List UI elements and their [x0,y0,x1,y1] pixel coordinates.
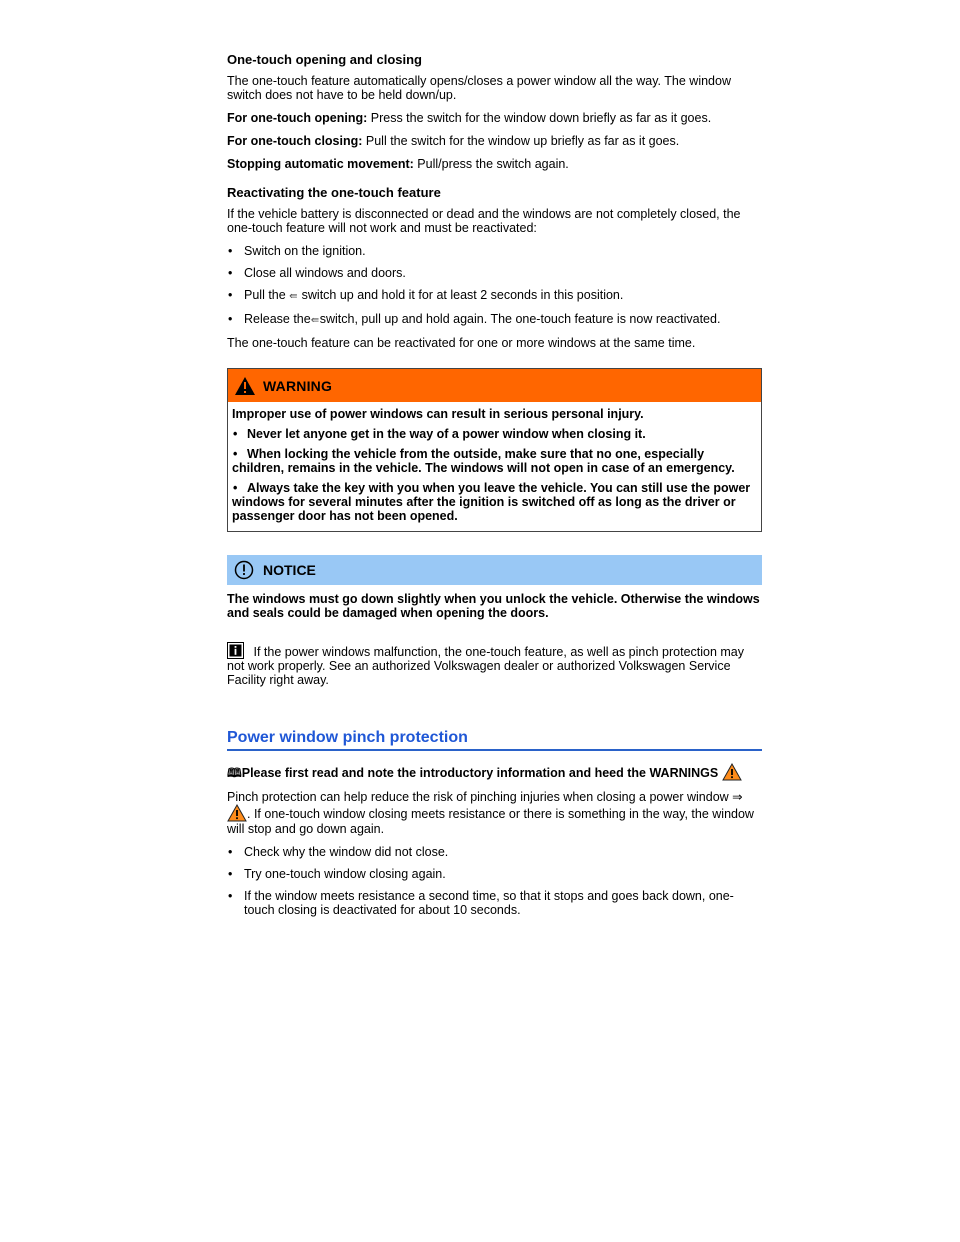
warning-triangle-icon [722,763,742,781]
book-icon: 🕮 [227,766,242,780]
manual-page [227,52,762,925]
one-touch-opening: For one-touch opening: Press the switch for the window down briefly as far as it goes. [227,111,712,125]
list-item: • Always take the key with you when you leave the vehicle. You can still use the power windows for several minutes after the ignition is switched off as long as the driver or passenger door has not been opened. [232,481,751,523]
pinch-steps [227,845,762,917]
warning-list [232,427,757,523]
warning-body [228,402,761,531]
info-note: If the power windows malfunction, the one-touch feature, as well as pinch protection may not work properly. See an authorized Volkswagen dealer or authorized Volkswagen Service Facility right away. [227,642,762,687]
list-item: • Release the⇚switch, pull up and hold again. The one-touch feature is now reactivated. [228,312,721,326]
notice-text: The windows must go down slightly when you unlock the vehicle. Otherwise the windows and seals could be damaged when opening the doors. [227,592,760,620]
list-item: • If the window meets resistance a second time, so that it stops and goes back down, one-touch closing is deactivated for about 10 seconds. [228,889,734,917]
warning-triangle-icon [234,376,256,396]
warning-box [227,368,762,532]
heading-reactivating: Reactivating the one-touch feature [227,185,441,200]
list-item: • Never let anyone get in the way of a power window when closing it. [233,427,646,441]
window-switch-icon: ⇚ [310,315,320,326]
notice-title: NOTICE [263,562,316,578]
list-item: • Close all windows and doors. [228,266,406,280]
heading-one-touch: One-touch opening and closing [227,52,422,67]
notice-header [227,555,762,585]
window-switch-icon: ⇚ [289,291,298,302]
warning-lead: Improper use of power windows can result in serious personal injury. [232,407,644,421]
warning-triangle-icon [227,804,247,822]
introductory-note: 🕮Please first read and note the introductory information and heed the WARNINGS [227,763,762,781]
reactivating-steps [227,244,762,328]
reactivating-intro: If the vehicle battery is disconnected or dead and the windows are not completely closed, the one-touch feature will not work and must be reactivated: [227,207,741,235]
list-item: • Check why the window did not close. [228,845,449,859]
pinch-intro: Pinch protection can help reduce the risk of pinching injuries when closing a power window ⇒ . If one-touch window closing meets resistance or there is something in the way, the window will stop and go down again. [227,790,754,836]
list-item: • When locking the vehicle from the outside, make sure that no one, especially children, remains in the vehicle. The windows will not open in case of an emergency. [232,447,735,475]
list-item: • Try one-touch window closing again. [228,867,446,881]
reactivating-closing: The one-touch feature can be reactivated for one or more windows at the same time. [227,336,696,350]
list-item: • Switch on the ignition. [228,244,366,258]
list-item: • Pull the ⇚ switch up and hold it for at least 2 seconds in this position. [228,288,624,302]
one-touch-intro: The one-touch feature automatically opens/closes a power window all the way. The window switch does not have to be held down/up. [227,74,731,102]
warning-title: WARNING [263,377,333,394]
stopping-movement: Stopping automatic movement: Pull/press the switch again. [227,157,569,171]
section-heading-pinch: Power window pinch protection [227,729,762,751]
one-touch-closing: For one-touch closing: Pull the switch for the window up briefly as far as it goes. [227,134,680,148]
info-icon [227,642,244,659]
notice-exclamation-icon [234,560,254,580]
warning-header [228,369,761,402]
